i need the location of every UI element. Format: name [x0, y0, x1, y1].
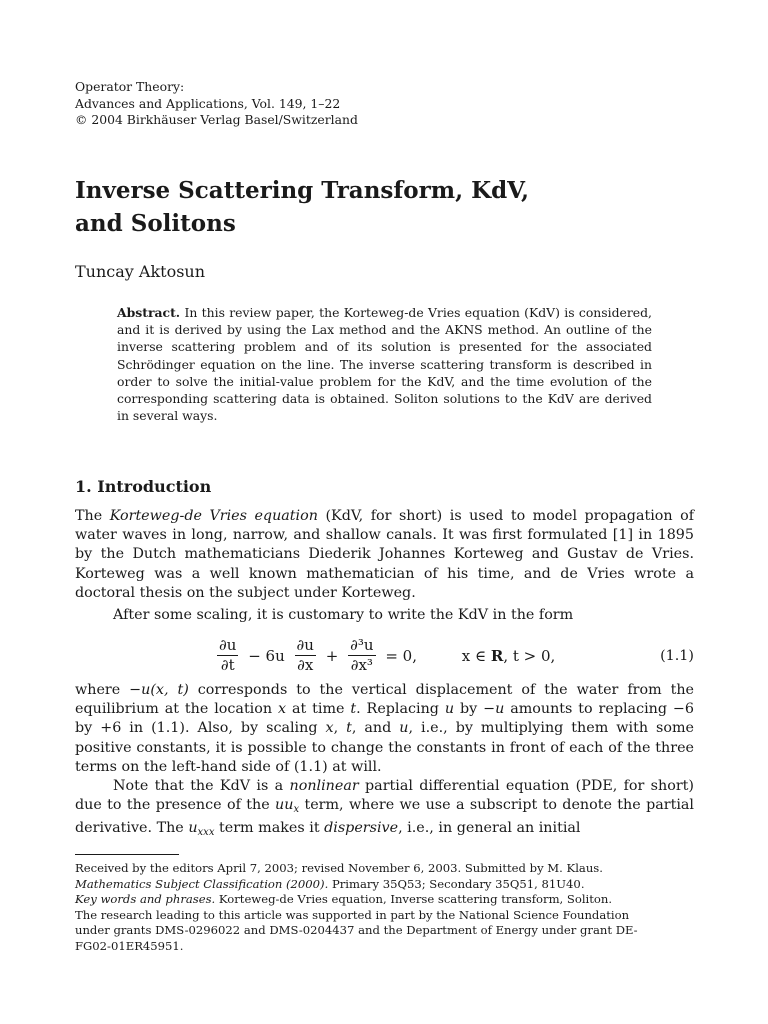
p1-text-start: The — [75, 508, 110, 524]
p4-text: , i.e., in general an initial — [398, 820, 581, 837]
p4-italic-dispersive: dispersive — [324, 820, 399, 837]
fraction-denominator: ∂t — [220, 656, 235, 674]
math-u: u — [444, 701, 455, 718]
keywords-label: Key words and phrases. — [75, 892, 216, 906]
p3-text: , — [333, 720, 347, 737]
equation-body — [216, 636, 555, 675]
p4-text: term makes it — [214, 820, 325, 837]
abstract — [117, 304, 652, 424]
equation-1-1 — [75, 636, 694, 680]
equation-rhs: = 0, — [385, 646, 417, 665]
p4-text: Note that the KdV is a — [113, 778, 290, 794]
journal-series: Operator Theory: — [75, 79, 185, 94]
equation-nonlinear-term: − 6u — [248, 646, 285, 665]
footnote-rule — [75, 854, 179, 855]
paper-title — [75, 174, 695, 240]
math-u: u — [399, 720, 409, 737]
domain-reals: R — [490, 646, 504, 665]
fraction-d3u-dx3 — [348, 636, 375, 675]
fraction-numerator: ∂³u — [350, 636, 374, 654]
keywords-text: Korteweg-de Vries equation, Inverse scattering transform, Soliton. — [215, 892, 613, 906]
p3-text: . Replacing — [356, 701, 445, 718]
math-u-xt: u(x, t) — [141, 682, 189, 698]
p1-italic-term: Korteweg-de Vries equation — [109, 508, 318, 524]
journal-copyright: © 2004 Birkhäuser Verlag Basel/Switzerland — [75, 112, 358, 127]
math-uu: uu — [275, 797, 294, 814]
paragraph-2: After some scaling, it is customary to write the KdV in the form — [113, 607, 574, 623]
footnote-funding-2: under grants DMS-0296022 and DMS-0204437 and the Department of Energy under grant DE- — [75, 923, 638, 937]
p3-text: by − — [454, 701, 496, 718]
footnote-funding-1: The research leading to this article was supported in part by the National Science Foundation — [75, 907, 630, 922]
domain-t: , t > 0, — [503, 646, 556, 665]
math-u: u — [495, 701, 505, 718]
msc-text: Primary 35Q53; Secondary 35Q51, 81U40. — [328, 876, 585, 891]
math-u: u — [188, 820, 198, 837]
domain-x: x ∈ — [461, 646, 491, 665]
p3-text: , and — [351, 720, 400, 737]
p4-italic-nonlinear: nonlinear — [289, 778, 359, 794]
msc-label: Mathematics Subject Classification (2000). — [75, 876, 329, 891]
title-line-2: and Solitons — [75, 210, 236, 237]
footnote-msc — [75, 877, 694, 893]
paragraph-1 — [75, 507, 694, 603]
paragraph-4 — [75, 777, 694, 843]
math-t: t — [346, 720, 352, 737]
fraction-numerator: ∂u — [219, 636, 237, 654]
math-t: t — [350, 701, 357, 718]
p1-text-rest: (KdV, for short) is used to model propagation of water waves in long, narrow, and shallow canals. It was first formulated [1] in 1895 by the Dutch mathematicians Diederik Johannes Korteweg and Gustav de Vries. Korteweg was a well known mathematician of his time, and de Vries wrote a doctoral thesis on the subject under Korteweg. — [75, 508, 694, 601]
p3-text: where − — [75, 682, 142, 698]
paragraph-3 — [75, 681, 694, 777]
math-subscript-xxx: xxx — [197, 827, 215, 839]
p3-text: corresponds to the vertical displacement of the water from the equilibrium at the location — [75, 682, 694, 718]
p4-text: partial differential equation (PDE, for short) due to the presence of the — [75, 778, 694, 814]
fraction-denominator: ∂x³ — [350, 656, 373, 674]
title-line-1: Inverse Scattering Transform, KdV, — [75, 177, 529, 204]
fraction-du-dt — [217, 636, 238, 675]
fraction-du-dx — [295, 636, 316, 675]
abstract-text: In this review paper, the Korteweg-de Vries equation (KdV) is considered, and it is derived by using the Lax method and the AKNS method. An outline of the inverse scattering problem and of its solution is presented for the associated Schrödinger equation on the line. The inverse scattering transform is described in order to solve the initial-value problem for the KdV, and the time evolution of the corresponding scattering data is obtained. Soliton solutions to the KdV are derived in several ways. — [117, 305, 652, 424]
p3-text: amounts to replacing −6 by +6 in (1.1). Also, by scaling — [75, 701, 694, 737]
math-x: x — [277, 701, 287, 718]
fraction-denominator: ∂x — [297, 656, 314, 674]
p4-text: term, where we use a subscript to denote the partial derivative. The — [75, 797, 695, 837]
journal-header — [75, 79, 358, 129]
journal-volume: Advances and Applications, Vol. 149, 1–22 — [75, 95, 341, 111]
equation-number: (1.1) — [660, 648, 694, 664]
equation-plus: + — [325, 646, 339, 665]
footnote-funding-3: FG02-01ER45951. — [75, 938, 184, 953]
author-name: Tuncay Aktosun — [75, 262, 206, 281]
fraction-numerator: ∂u — [296, 636, 314, 654]
footnote-received: Received by the editors April 7, 2003; revised November 6, 2003. Submitted by M. Klaus. — [75, 861, 603, 875]
abstract-label: Abstract. — [117, 305, 181, 320]
footnotes — [75, 861, 694, 954]
section-heading: 1. Introduction — [75, 477, 212, 496]
footnote-keywords — [75, 892, 694, 908]
equation-domain — [462, 647, 556, 665]
p3-text: at time — [286, 701, 351, 718]
math-x: x — [325, 720, 334, 737]
math-subscript-x: x — [293, 804, 300, 816]
p3-text: , i.e., by multiplying them with some positive constants, it is possible to change the constants in front of each of the three terms on the left-hand side of (1.1) at will. — [75, 720, 694, 775]
